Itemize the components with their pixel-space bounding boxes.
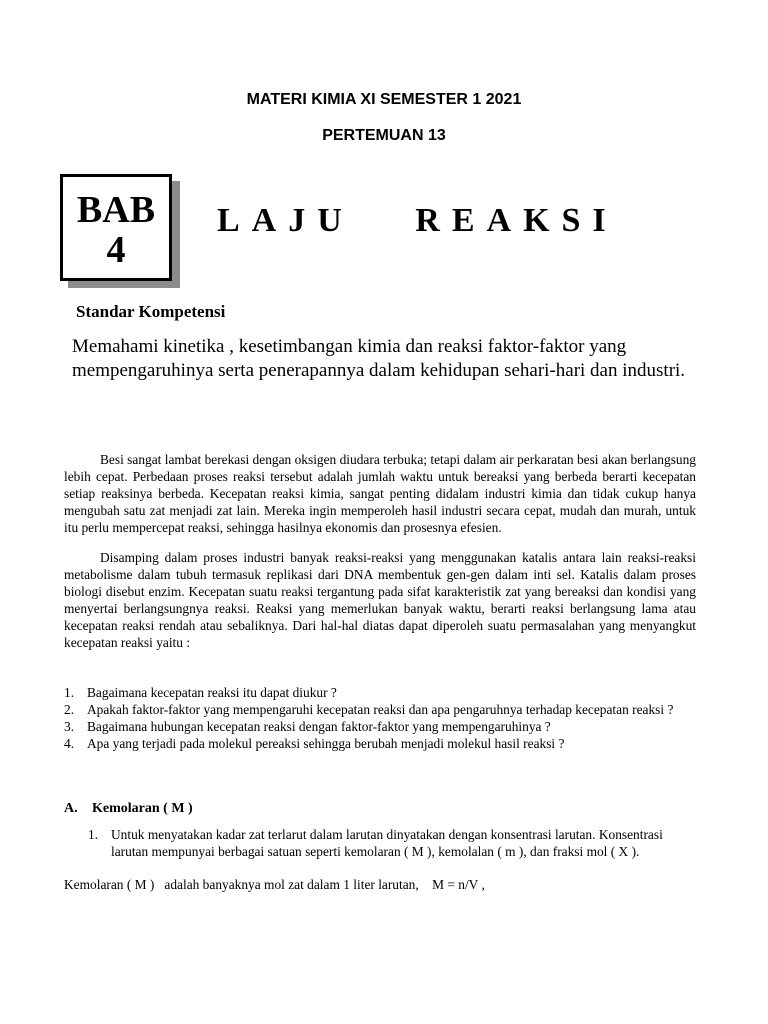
list-item <box>64 735 696 752</box>
section-title: Kemolaran ( M ) <box>92 801 193 816</box>
list-text: Apakah faktor-faktor yang mempengaruhi kecepatan reaksi dan apa pengaruhnya terhadap kecepatan reaksi ? <box>87 702 674 717</box>
list-item <box>64 718 696 735</box>
chapter-title: LAJU REAKSI <box>217 202 618 239</box>
paragraph-2-text: Disamping dalam proses industri banyak reaksi-reaksi yang menggunakan katalis antara lain reaksi-reaksi metabolisme dalam tubuh termasuk replikasi dari DNA membentuk gen-gen dalam inti sel. Katalis dalam proses biologi disebut enzim. Kecepatan suatu reaksi tergantung pada sifat karakteristik zat yang bereaksi dan kondisi yang menyertai berlangsungnya reaksi. Reaksi yang memerlukan banyak waktu, berarti reaksi berlangsung lama atau kecepatan reaksi rendah atau sebaliknya. Dari hal-hal diatas dapat diperoleh suatu permasalahan yang menyangkut kecepatan reaksi yaitu : <box>64 550 696 650</box>
standar-heading: Standar Kompetensi <box>76 302 226 321</box>
list-number: 1. <box>64 685 75 700</box>
list-text: Apa yang terjadi pada molekul pereaksi sehingga berubah menjadi molekul hasil reaksi ? <box>87 736 565 751</box>
list-number: 3. <box>64 719 75 734</box>
question-list <box>64 684 696 752</box>
chapter-label: BAB <box>76 189 156 231</box>
paragraph-1 <box>64 451 696 536</box>
paragraph-1-text: Besi sangat lambat berekasi dengan oksigen diudara terbuka; tetapi dalam air perkaratan besi akan berlangsung lebih cepat. Perbedaan proses reaksi tersebut adalah jumlah waktu untuk bereaksi yang berbeda berarti kecepatan setiap reaksinya berbeda. Kecepatan reaksi kimia, sangat penting didalam industri kimia dan tidak cukup hanya mengubah satu zat menjadi zat lain. Mereka ingin memperoleh hasil industri secara cepat, mudah dan murah, untuk itu perlu mempercepat reaksi, sehingga hasilnya ekonomis dan prosesnya efesien. <box>64 452 696 535</box>
section-a-heading <box>64 801 193 817</box>
standar-text: Memahami kinetika , kesetimbangan kimia dan reaksi faktor-faktor yang mempengaruhinya serta penerapannya dalam kehidupan sehari-hari dan industri. <box>72 336 686 381</box>
list-item <box>88 826 696 860</box>
chapter-number: 4 <box>106 229 126 271</box>
list-item <box>64 701 696 718</box>
list-text: Bagaimana hubungan kecepatan reaksi dengan faktor-faktor yang mempengaruhinya ? <box>87 719 551 734</box>
chapter-box <box>60 174 172 281</box>
list-number: 1. <box>88 827 99 842</box>
list-text: Untuk menyatakan kadar zat terlarut dalam larutan dinyatakan dengan konsentrasi larutan. Konsentrasi larutan mempunyai berbagai satuan seperti kemolaran ( M ), kemolalan ( m ), dan fraksi mol ( X ). <box>111 827 663 859</box>
list-item <box>64 684 696 701</box>
section-a-list <box>88 826 696 860</box>
list-number: 4. <box>64 736 75 751</box>
section-letter: A. <box>64 801 78 816</box>
paragraph-2 <box>64 549 696 651</box>
document-title: MATERI KIMIA XI SEMESTER 1 2021 <box>246 91 522 108</box>
molarity-definition: Kemolaran ( M ) adalah banyaknya mol zat dalam 1 liter larutan, M = n/V , <box>64 877 485 892</box>
list-text: Bagaimana kecepatan reaksi itu dapat diukur ? <box>87 685 337 700</box>
meeting-subtitle: PERTEMUAN 13 <box>322 127 446 144</box>
list-number: 2. <box>64 702 75 717</box>
